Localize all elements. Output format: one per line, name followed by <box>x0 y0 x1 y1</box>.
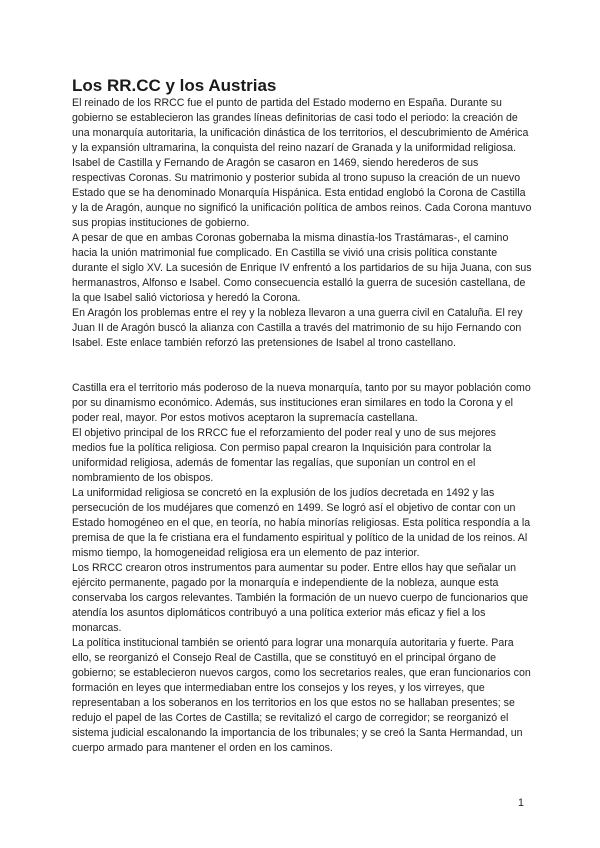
page-title: Los RR.CC y los Austrias <box>72 76 277 95</box>
paragraph-castilla-crisis: A pesar de que en ambas Coronas gobernaba la misma dinastía-los Trastámaras-, el camino hacia la unión matrimonial fue complicado. En Castilla se vivió una crisis política constante durante el siglo XV. La sucesión de Enrique IV enfrentó a los partidarios de su hija Juana, con sus hermanastros, Alfonso e Isabel. Como consecuencia estalló la guerra de sucesión castellana, de la que Isabel salió victoriosa y heredó la Corona. <box>72 232 532 304</box>
paragraph-gap <box>72 351 532 381</box>
paragraph-marriage: Isabel de Castilla y Fernando de Aragón se casaron en 1469, siendo herederos de sus respectivas Coronas. Su matrimonio y posterior subida al trono supuso la creación de un nuevo Estado que se ha denominado Monarquía Hispánica. Esta entidad englobó la Corona de Castilla y la de Aragón, aunque no significó la unificación política de ambos reinos. Cada Corona mantuvo sus propias instituciones de gobierno. <box>72 157 532 229</box>
document-body <box>72 96 532 756</box>
paragraph-institutional-policy: La política institucional también se orientó para lograr una monarquía autoritaria y fuerte. Para ello, se reorganizó el Consejo Real de Castilla, que se constituyó en el principal órgano de gobierno; se establecieron nuevos cargos, como los secretarios reales, que eran funcionarios con formación en leyes que intermediaban entre los consejos y los reyes, y los virreyes, que representaban a los soberanos en los territorios en los que estos no se hallaban presentes; se redujo el papel de las Cortes de Castilla; se revitalizó el cargo de corregidor; se reorganizó el sistema judicial escalonando la importancia de los tribunales; y se creó la Santa Hermandad, un cuerpo armado para mantener el orden en los caminos. <box>72 637 531 754</box>
paragraph-instruments: Los RRCC crearon otros instrumentos para aumentar su poder. Entre ellos hay que señalar un ejército permanente, pagado por la monarquía e independiente de la nobleza, aunque esta conservaba los cargos relevantes. También la formación de un nuevo cuerpo de funcionarios que atendía los asuntos diplomáticos contribuyó a una política exterior más eficaz y fiel a los monarcas. <box>72 562 529 634</box>
paragraph-intro: El reinado de los RRCC fue el punto de partida del Estado moderno en España. Durante su gobierno se establecieron las grandes líneas definitorias de casi todo el periodo: la creación de una monarquía autoritaria, la unificación dinástica de los territorios, el descubrimiento de América y la expansión ultramarina, la conquista del reino nazarí de Granada y la uniformidad religiosa. <box>72 97 529 154</box>
page-number: 1 <box>518 797 524 809</box>
paragraph-religious-policy: El objetivo principal de los RRCC fue el reforzamiento del poder real y uno de sus mejores medios fue la política religiosa. Con permiso papal crearon la Inquisición para controlar la uniformidad religiosa, además de fomentar las regalías, que suponían un control en el nombramiento de los obispos. <box>72 427 496 484</box>
paragraph-aragon: En Aragón los problemas entre el rey y la nobleza llevaron a una guerra civil en Cataluña. El rey Juan II de Aragón buscó la alianza con Castilla a través del matrimonio de su hijo Fernando con Isabel. Este enlace también reforzó las pretensiones de Isabel al trono castellano. <box>72 307 523 349</box>
paragraph-castilla-power: Castilla era el territorio más poderoso de la nueva monarquía, tanto por su mayor población como por su dinamismo económico. Además, sus instituciones eran similares en todo la Corona y el poder real, mayor. Por estos motivos aceptaron la supremacía castellana. <box>72 382 531 424</box>
paragraph-religious-uniformity: La uniformidad religiosa se concretó en la explusión de los judíos decretada en 1492 y las persecución de los mudéjares que comenzó en 1499. Se logró así el objetivo de contar con un Estado homogéneo en el que, en teoría, no había minorías religiosas. Esta política respondía a la premisa de que la fe cristiana era el fundamento espiritual y político de la unidad de los reinos. Al mismo tiempo, la homogeneidad religiosa era un elemento de paz interior. <box>72 487 531 559</box>
